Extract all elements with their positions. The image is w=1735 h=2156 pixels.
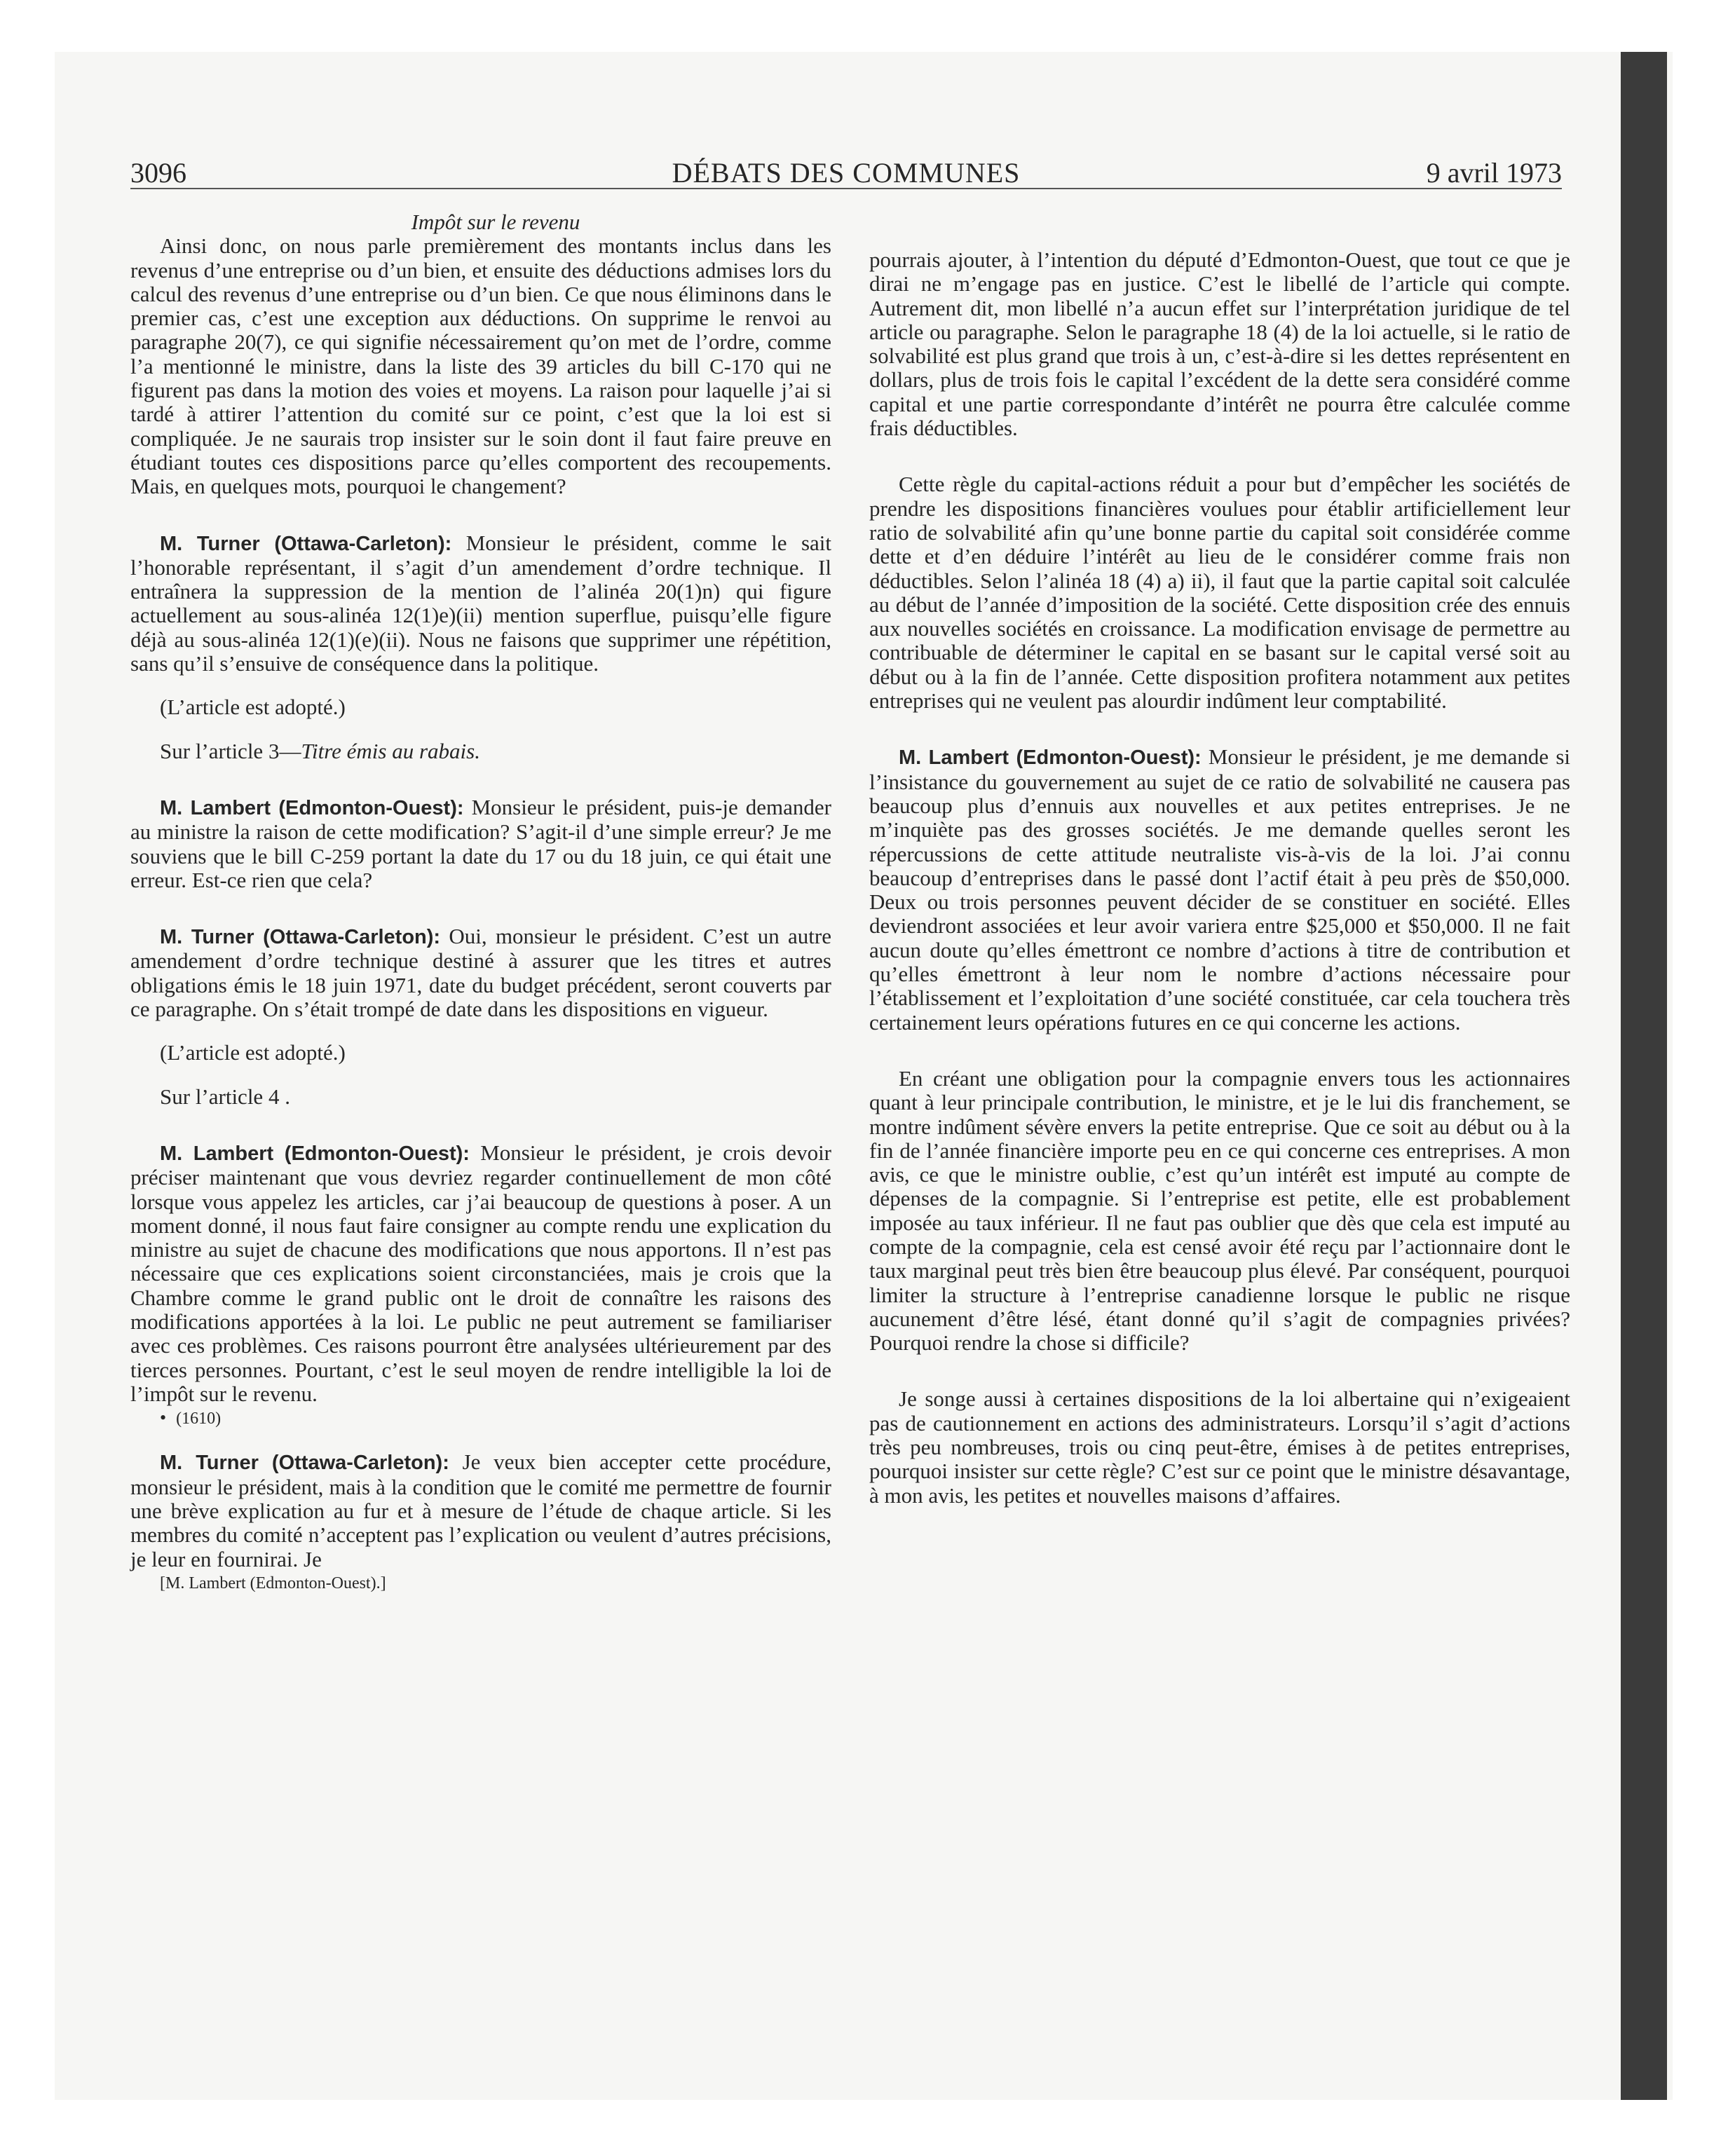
time-marker [130, 1406, 831, 1431]
speech-text: Monsieur le président, comme le sait l’honorable représentant, il s’agit d’un amendement d’ordre technique. Il entraînera la suppression de la mention de l’alinéa 20(1)n) qui figure actuellement au sous-alinéa 12(1)e)(ii) mention superflue, puisqu’elle figure déjà au sous-alinéa 12(1)(e)(ii). Nous ne faisons que supprimer une répétition, sans qu’il s’ensuive de conséquence dans la politique. [130, 530, 831, 676]
procedural-note: (L’article est adopté.) [160, 695, 346, 720]
publication-title: DÉBATS DES COMMUNES [672, 157, 1021, 189]
paragraph: En créant une obligation pour la compagnie envers tous les actionnaires quant à leur principale contribution, le ministre, et je le lui dis franchement, se montre indûment sévère envers la petite entreprise. Que ce soit au début ou à la fin de l’année financière importe peu en ce qui concerne ces entreprises. A mon avis, ce que le ministre oublie, c’est qu’un intérêt est imputé au compte de dépenses de la compagnie. Si l’entreprise est petite, elle est probablement imposée au taux inférieur. Il ne faut pas oublier que dès que cela est imputé au compte de la compagnie, cela est censé avoir été reçu par l’actionnaire dont le taux marginal peut très bien être beaucoup plus élevé. Par conséquent, pourquoi limiter la structure à l’entreprise canadienne lorsque le public ne risque aucunement d’être lésé, étant donné qu’il s’agit de compagnies privées? Pourquoi rendre la chose si difficile? [869, 1065, 1570, 1356]
paragraph: pourrais ajouter, à l’intention du député d’Edmonton-Ouest, que tout ce que je dirai ne m’engage pas en justice. C’est le libellé de l’article qui compte. Autrement dit, mon libellé n’a aucun effet sur l’interprétation juridique de tel article ou paragraphe. Selon le paragraphe 18 (4) de la loi actuelle, si le ratio de solvabilité est plus grand que trois à un, c’est-à-dire si les dettes représentent en dollars, plus de trois fois le capital l’excédent de la dette sera considéré comme capital et une partie correspondante d’intérêt ne pourra être calculée comme frais déductibles. [869, 247, 1570, 441]
speech-paragraph [130, 925, 831, 1021]
speaker-name: M. Lambert (Edmonton-Ouest): [160, 796, 464, 819]
speaker-name: M. Turner (Ottawa-Carleton): [160, 1452, 449, 1475]
page-number: 3096 [130, 157, 186, 189]
speaker-name: M. Turner (Ottawa-Carleton): [160, 532, 452, 555]
speech-paragraph [130, 1450, 831, 1571]
procedural-note: (L’article est adopté.) [160, 1040, 346, 1065]
speaker-name: M. Lambert (Edmonton-Ouest): [899, 746, 1202, 770]
time-marker-text: (1610) [176, 1410, 222, 1428]
speech-text: Monsieur le président, je crois devoir préciser maintenant que vous devriez regarder continuellement de mon côté lorsque vous appelez les articles, car j’ai beaucoup de questions à poser. A un moment donné, il nous faut faire consigner au compte rendu une explication du ministre au sujet de chacune des modifications que nous apportons. Il n’est pas nécessaire que ces explications soient circonstanciées, mais je crois que la Chambre comme le grand public ont le droit de connaître les raisons des modifications apportées à la loi. Le public ne peut autrement se familiariser avec ces problèmes. Ces raisons pourront être analysées ultérieurement par des tierces personnes. Pourtant, c’est le seul moyen de rendre intelligible la loi de l’impôt sur le revenu. [130, 1140, 832, 1406]
speech-text: Je veux bien accepter cette procédure, monsieur le président, mais à la condition que le comité me permettre de fournir une brève explication au fur et à mesure de l’étude de chaque article. Si les membres du comité n’acceptent pas l’explication ou veulent d’autres précisions, je leur en fournirai. Je [130, 1449, 831, 1571]
running-footnote: [M. Lambert (Edmonton-Ouest).] [160, 1574, 386, 1592]
article-heading: Sur l’article 4 . [160, 1084, 290, 1109]
speech-text: Oui, monsieur le président. C’est un autre amendement d’ordre technique destiné à assurer que les titres et autres obligations émis le 18 juin 1971, date du budget précédent, seront couverts par ce paragraphe. On s’était trompé de date dans les dispositions en vigueur. [130, 924, 831, 1022]
speech-text: Monsieur le président, je me demande si l’insistance du gouvernement au sujet de ce ratio de solvabilité ne causera pas beaucoup plus d’ennuis aux nouvelles et aux petites entreprises. Je ne m’inquiète pas des grosses sociétés. Je me demande quelles seront les répercussions de cette attitude neutraliste vis-à-vis de la loi. J’ai connu beaucoup d’entreprises dans le passé dont l’actif était à peu près de $50,000. Deux ou trois personnes peuvent décider de se constituer en société. Elles deviendront associées et leur avoir variera entre $25,000 et $50,000. Il ne fait aucun doute qu’elles émettront ce nombre d’actions à titre de contribution et qu’elles émettront à leur nom le nombre d’actions nécessaire pour l’établissement et l’exploitation d’une société constituée, car cela touchera très certainement leurs opérations futures en ce qui concerne les actions. [869, 744, 1570, 1035]
speech-paragraph [130, 796, 831, 892]
right-column [869, 248, 1570, 1508]
speech-paragraph [869, 745, 1570, 1035]
speech-text: Monsieur le président, puis-je demander au ministre la raison de cette modification? S’agit-il d’une simple erreur? Je me souviens que le bill C-259 portant la date du 17 ou du 18 juin, ce qui était une erreur. Est-ce rien que cela? [130, 794, 831, 892]
paragraph: Ainsi donc, on nous parle premièrement des montants inclus dans les revenus d’une entreprise ou d’un bien, et ensuite des déductions admises lors du calcul des revenus d’une entreprise ou d’un bien. Ce que nous éliminons dans le premier cas, c’est une exception aux déductions. On supprime le renvoi au paragraphe 20(7), ce qui signifie nécessairement qu’on met de l’ordre, comme l’a mentionné le ministre, dans la liste des 39 articles du bill C-170 qui ne figurent pas dans la motion des voies et moyens. La raison pour laquelle j’ai si tardé à attirer l’attention du comité sur ce point, c’est que la loi est si compliquée. Je ne saurais trop insister sur le soin dont il faut faire preuve en étudiant toutes ces dispositions parce qu’elles comportent des recoupements. Mais, en quelques mots, pourquoi le changement? [130, 233, 831, 499]
speaker-name: M. Lambert (Edmonton-Ouest): [160, 1142, 470, 1165]
article-heading [130, 739, 831, 763]
page-date: 9 avril 1973 [1426, 157, 1562, 189]
speech-paragraph [130, 1141, 831, 1406]
section-title: Impôt sur le revenu [411, 210, 580, 234]
article-heading-title: Titre émis au rabais. [301, 738, 480, 763]
paragraph: Je songe aussi à certaines dispositions de la loi albertaine qui n’exigeaient pas de cautionnement en actions des administrateurs. Lorsqu’il s’agit d’actions très peu nombreuses, trois ou cinq peut-être, émises à de petites entreprises, pourquoi insister sur cette règle? C’est sur ce point que le ministre désavantage, à mon avis, les petites et nouvelles maisons d’affaires. [869, 1386, 1570, 1508]
bullet-icon: • [160, 1407, 167, 1428]
scan-edge-shadow [1621, 52, 1667, 2100]
speaker-name: M. Turner (Ottawa-Carleton): [160, 926, 441, 949]
paragraph: Cette règle du capital-actions réduit a pour but d’empêcher les sociétés de prendre les dispositions financières voulues pour établir artificiellement leur ratio de solvabilité afin qu’une bonne partie du capital soit considérée comme dette et d’en déduire l’intérêt au lieu de le considérer comme frais non déductibles. Selon l’alinéa 18 (4) a) ii), il faut que la partie capital soit calculée au début de l’année d’imposition de la société. Cette disposition crée des ennuis aux nouvelles sociétés en croissance. La modification envisage de permettre au contribuable de déterminer le capital en se basant sur le capital versé soit au début ou à la fin de l’année. Cette disposition profitera notamment aux petites entreprises qui ne veulent pas alourdir indûment leur comptabilité. [869, 472, 1570, 714]
article-heading-lead: Sur l’article 3— [160, 738, 301, 763]
page-header [130, 150, 1562, 189]
speech-paragraph [130, 531, 831, 676]
left-column [130, 210, 831, 1595]
